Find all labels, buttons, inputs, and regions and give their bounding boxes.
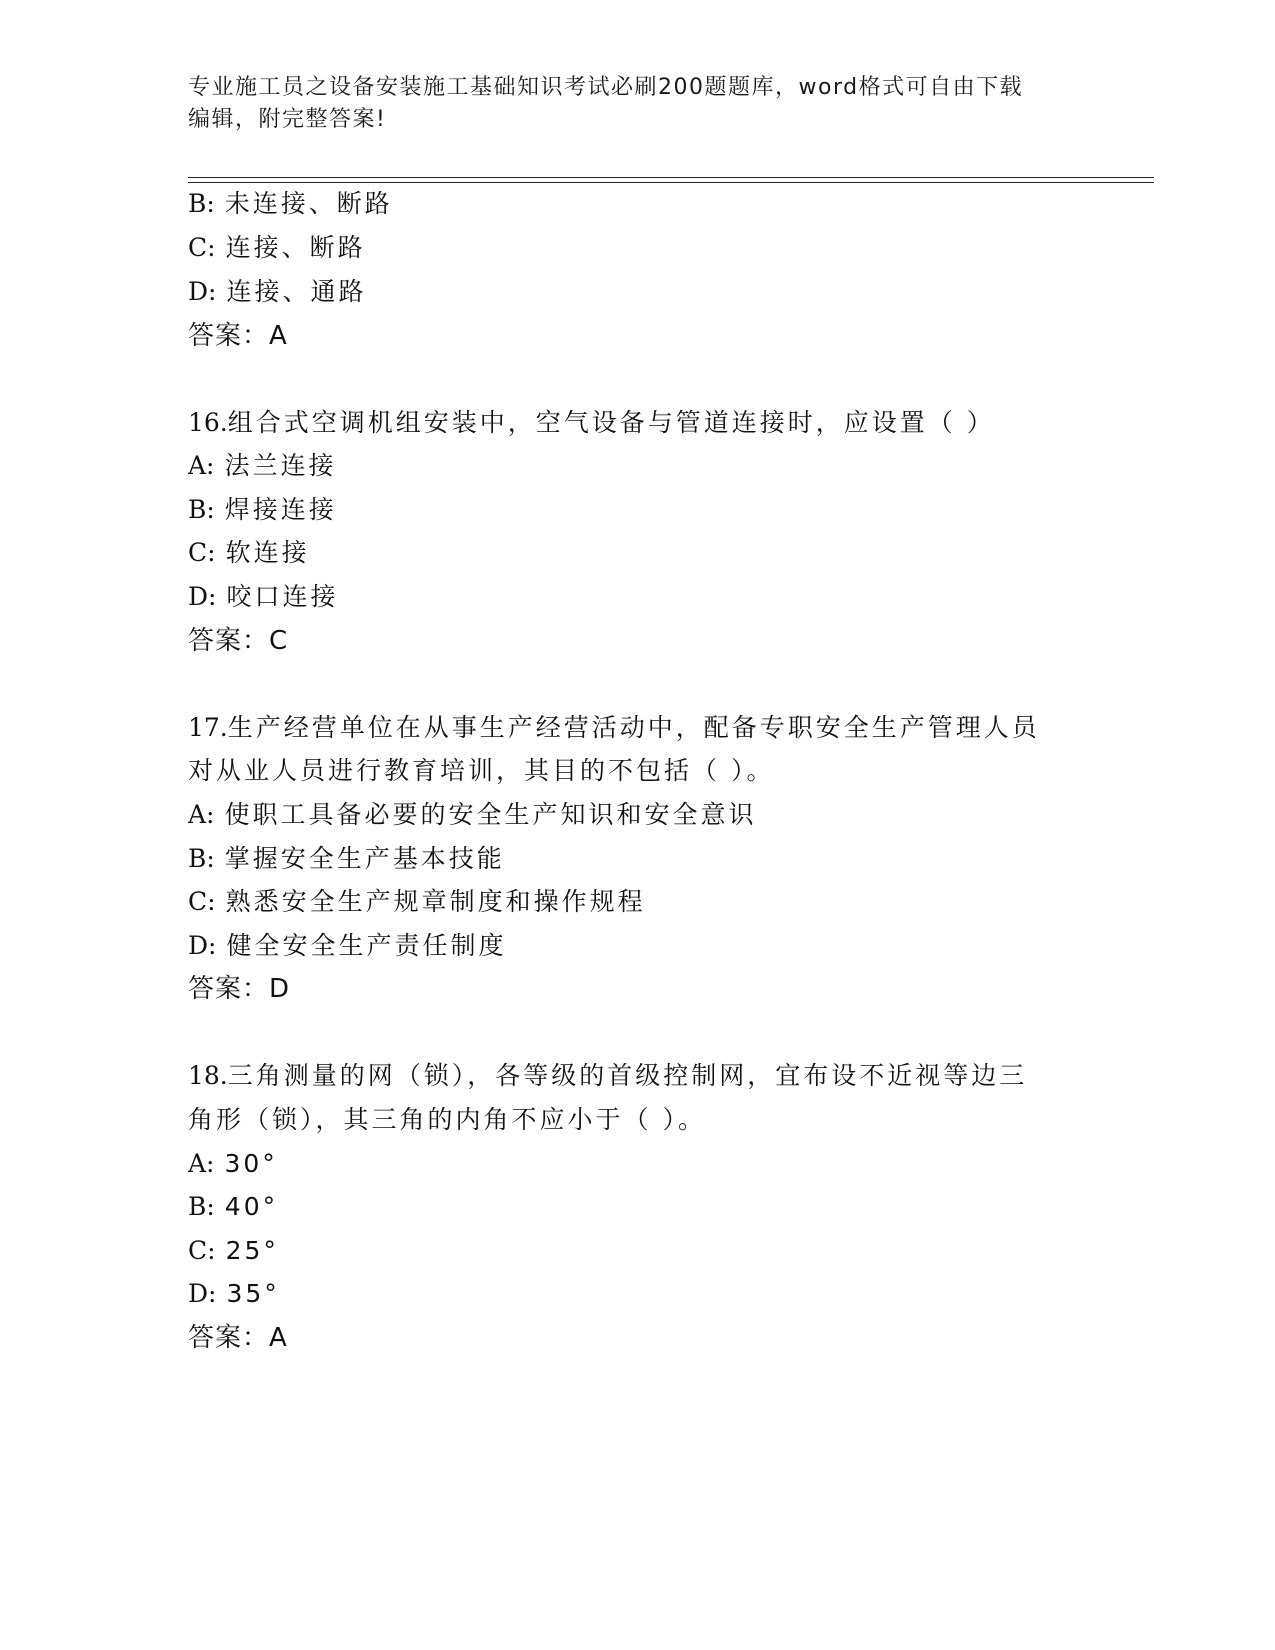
option-a: [188, 798, 757, 832]
option-label: D:: [188, 277, 217, 306]
option-label: B:: [188, 495, 215, 524]
option-text: 焊接连接: [224, 495, 337, 524]
option-text: 熟悉安全生产规章制度和操作规程: [225, 887, 646, 916]
option-label: D:: [188, 582, 217, 611]
option-label: B:: [188, 844, 215, 873]
question-text: [188, 711, 1040, 745]
option-text: 掌握安全生产基本技能: [224, 844, 505, 873]
option-c: [188, 1234, 279, 1268]
answer: 答案：A: [188, 321, 288, 351]
question-text: [188, 1059, 1027, 1093]
header-title-line-1: 专业施工员之设备安装施工基础知识考试必刷200题题库，word格式可自由下载: [188, 75, 1024, 100]
option-text: 40°: [224, 1192, 279, 1221]
option-b: [188, 1190, 278, 1224]
document-header: [188, 72, 1088, 136]
option-text: 健全安全生产责任制度: [226, 931, 507, 960]
option-c: [188, 231, 366, 265]
question-text: [188, 406, 995, 440]
option-d: [188, 275, 366, 309]
header-divider: [188, 177, 1154, 178]
option-text: 连接、通路: [226, 277, 367, 306]
option-b: [188, 842, 505, 876]
option-c: [188, 536, 310, 570]
option-d: [188, 929, 506, 963]
option-text: 使职工具备必要的安全生产知识和安全意识: [224, 800, 757, 829]
option-label: A:: [188, 1149, 215, 1178]
option-c: [188, 885, 646, 919]
option-b: [188, 493, 337, 527]
option-label: D:: [188, 1279, 217, 1308]
option-text: 30°: [224, 1149, 278, 1178]
option-label: C:: [188, 1236, 216, 1265]
option-label: A:: [188, 800, 215, 829]
question-number: 17.: [188, 713, 228, 742]
option-d: [188, 1277, 280, 1311]
option-label: C:: [188, 887, 216, 916]
option-label: C:: [188, 233, 216, 262]
option-text: 未连接、断路: [224, 189, 393, 218]
question-text-line: 组合式空调机组安装中，空气设备与管道连接时，应设置（ ）: [227, 408, 995, 437]
question-text-continued: 角形（锁），其三角的内角不应小于（ ）。: [188, 1105, 706, 1134]
option-a: [188, 1147, 278, 1181]
option-d: [188, 580, 338, 614]
header-title-line-2: 编辑，附完整答案!: [188, 107, 387, 132]
question-text-line: 生产经营单位在从事生产经营活动中，配备专职安全生产管理人员: [227, 713, 1040, 742]
question-text-line: 三角测量的网（锁），各等级的首级控制网，宜布设不近视等边三: [227, 1061, 1028, 1090]
option-label: B:: [188, 1192, 215, 1221]
answer: 答案：D: [188, 974, 291, 1004]
option-label: D:: [188, 931, 217, 960]
option-label: A:: [188, 451, 215, 480]
option-text: 35°: [226, 1279, 280, 1308]
header-divider-second: [188, 182, 1154, 183]
option-text: 25°: [225, 1236, 279, 1265]
option-label: C:: [188, 538, 216, 567]
option-label: B:: [188, 189, 215, 218]
question-number: 18.: [188, 1061, 228, 1090]
answer: 答案：C: [188, 626, 289, 656]
option-text: 咬口连接: [226, 582, 339, 611]
question-number: 16.: [188, 408, 228, 437]
option-a: [188, 449, 337, 483]
option-text: 连接、断路: [225, 233, 366, 262]
question-text-continued: 对从业人员进行教育培训，其目的不包括（ ）。: [188, 756, 775, 785]
answer: 答案：A: [188, 1323, 288, 1353]
option-text: 软连接: [225, 538, 310, 567]
option-b: [188, 187, 393, 221]
option-text: 法兰连接: [224, 451, 337, 480]
